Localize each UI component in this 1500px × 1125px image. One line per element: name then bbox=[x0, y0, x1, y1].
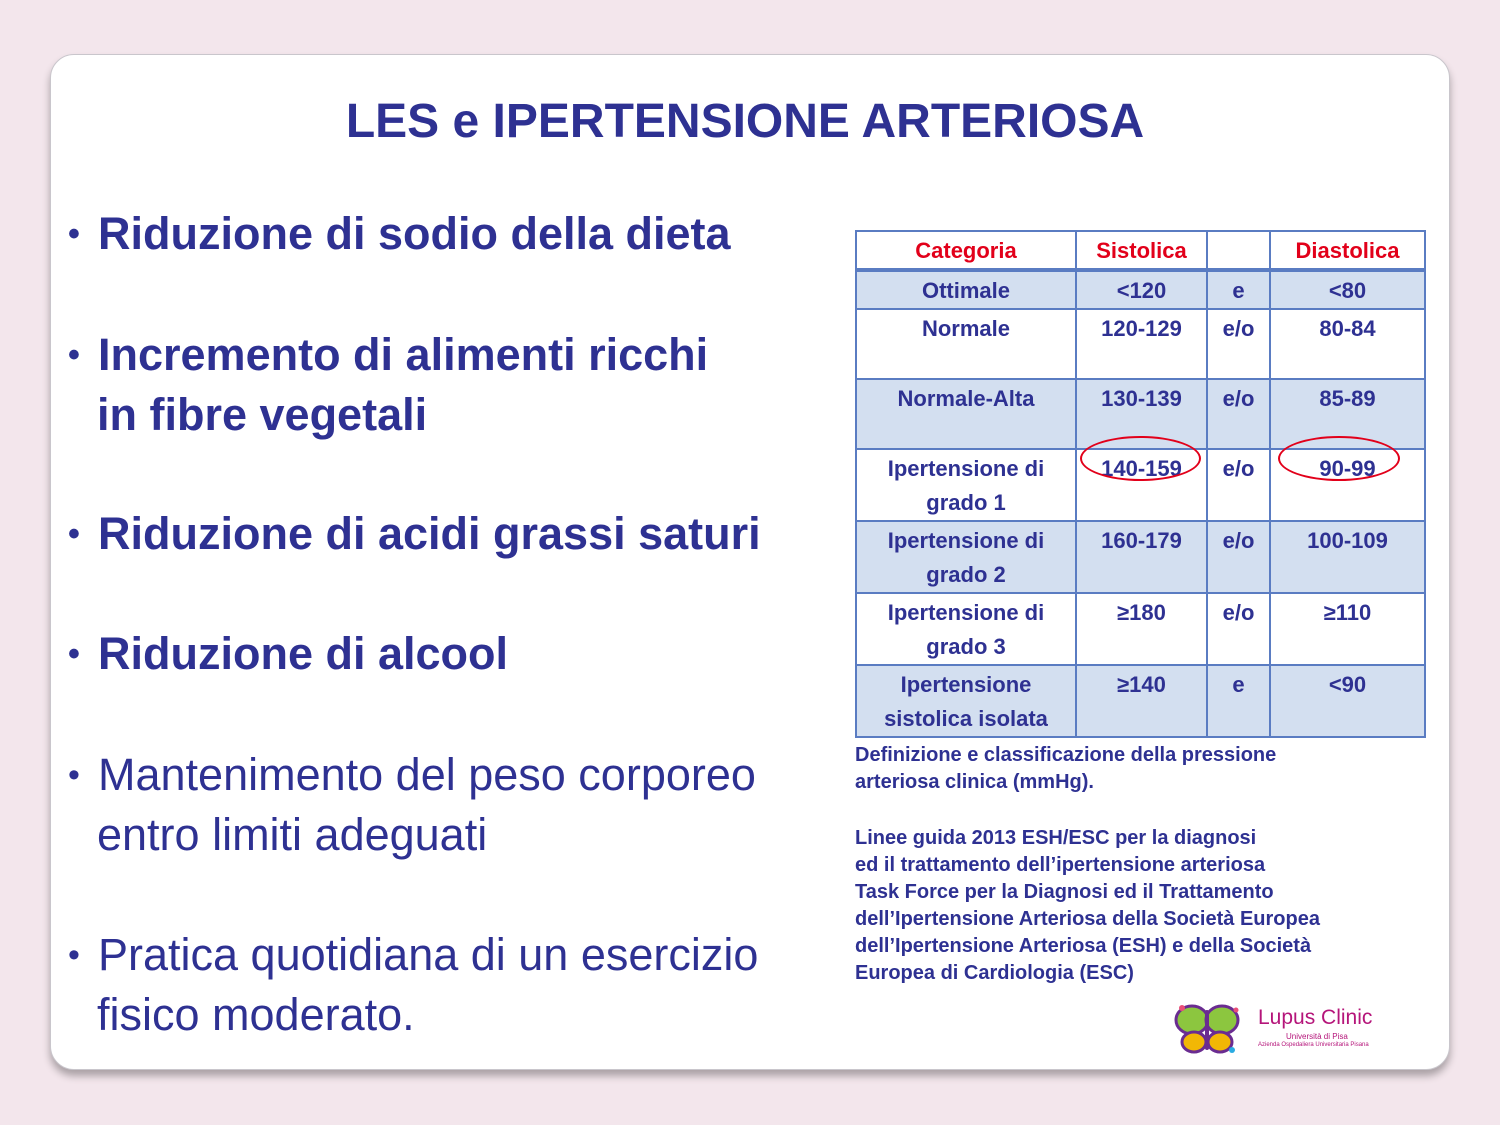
cell-diastolic: <90 bbox=[1270, 665, 1425, 737]
cell-connector: e/o bbox=[1207, 309, 1270, 379]
cell-systolic: 130-139 bbox=[1076, 379, 1207, 449]
bullet-text-continuation: entro limiti adeguati bbox=[97, 809, 488, 860]
source-line: ed il trattamento dell’ipertensione arteriosa bbox=[855, 854, 1266, 876]
highlight-circle-systolic bbox=[1080, 436, 1201, 481]
cell-systolic: <120 bbox=[1076, 270, 1207, 309]
bullet-text: Riduzione di sodio della dieta bbox=[98, 208, 731, 259]
header-categoria: Categoria bbox=[856, 231, 1076, 270]
logo-title: Lupus Clinic bbox=[1258, 1006, 1373, 1029]
cell-diastolic: 90-99 bbox=[1270, 449, 1425, 521]
guideline-source bbox=[855, 825, 1435, 987]
lupus-clinic-logo bbox=[1170, 1000, 1415, 1058]
cell-connector: e/o bbox=[1207, 521, 1270, 593]
table-row bbox=[856, 665, 1425, 737]
cell-connector: e/o bbox=[1207, 449, 1270, 521]
cell-systolic: ≥180 bbox=[1076, 593, 1207, 665]
bullet-text: Pratica quotidiana di un esercizio bbox=[98, 929, 759, 980]
logo-subtitle-2: Azienda Ospedaliera Universitaria Pisana bbox=[1258, 1042, 1369, 1048]
bullet-text-continuation: fisico moderato. bbox=[97, 989, 415, 1040]
cell-connector: e/o bbox=[1207, 593, 1270, 665]
cell-systolic: 160-179 bbox=[1076, 521, 1207, 593]
logo-subtitle: Università di Pisa bbox=[1286, 1032, 1348, 1041]
cell-systolic: 120-129 bbox=[1076, 309, 1207, 379]
bullet-item bbox=[68, 745, 868, 865]
cell-connector: e bbox=[1207, 270, 1270, 309]
cell-category: Normale bbox=[856, 309, 1076, 379]
bullet-text: Mantenimento del peso corporeo bbox=[98, 749, 756, 800]
table-row bbox=[856, 521, 1425, 593]
bullet-dot: • bbox=[68, 635, 80, 673]
source-line: Linee guida 2013 ESH/ESC per la diagnosi bbox=[855, 827, 1257, 849]
bullet-item bbox=[68, 504, 858, 564]
cell-diastolic: 85-89 bbox=[1270, 379, 1425, 449]
table-header-row bbox=[856, 231, 1425, 270]
cell-category: Ottimale bbox=[856, 270, 1076, 309]
table-row bbox=[856, 593, 1425, 665]
bullet-item bbox=[68, 624, 868, 684]
bullet-dot: • bbox=[68, 515, 80, 553]
bullet-text-continuation: in fibre vegetali bbox=[97, 389, 428, 440]
cell-category: Ipertensione di grado 2 bbox=[856, 521, 1076, 593]
highlight-circle-diastolic bbox=[1278, 436, 1400, 481]
bullet-text: Riduzione di acidi grassi saturi bbox=[98, 508, 761, 559]
bullet-text: Riduzione di alcool bbox=[98, 628, 509, 679]
bullet-text: Incremento di alimenti ricchi bbox=[98, 329, 709, 380]
cell-diastolic: <80 bbox=[1270, 270, 1425, 309]
table-row bbox=[856, 309, 1425, 379]
bullet-dot: • bbox=[68, 336, 80, 374]
bullet-dot: • bbox=[68, 936, 80, 974]
cell-connector: e bbox=[1207, 665, 1270, 737]
cell-diastolic: 80-84 bbox=[1270, 309, 1425, 379]
slide-title: LES e IPERTENSIONE ARTERIOSA bbox=[345, 95, 1145, 148]
cell-systolic: ≥140 bbox=[1076, 665, 1207, 737]
cell-systolic: 140-159 bbox=[1076, 449, 1207, 521]
table-row bbox=[856, 270, 1425, 309]
cell-category: Ipertensione di grado 1 bbox=[856, 449, 1076, 521]
cell-category: Ipertensione di grado 3 bbox=[856, 593, 1076, 665]
butterfly-icon bbox=[1170, 1000, 1250, 1058]
source-line: Europea di Cardiologia (ESC) bbox=[855, 962, 1134, 984]
source-line: dell’Ipertensione Arteriosa (ESH) e della Società bbox=[855, 935, 1312, 957]
bullet-item bbox=[68, 925, 868, 1045]
source-line: dell’Ipertensione Arteriosa della Società Europea bbox=[855, 908, 1320, 930]
header-sistolica: Sistolica bbox=[1076, 231, 1207, 270]
bullet-item bbox=[68, 325, 868, 445]
table-caption: Definizione e classificazione della pressione arteriosa clinica (mmHg). bbox=[855, 744, 1277, 793]
bullet-dot: • bbox=[68, 756, 80, 794]
source-line: Task Force per la Diagnosi ed il Trattamento bbox=[855, 881, 1274, 903]
bullet-item bbox=[68, 204, 868, 264]
bullet-dot: • bbox=[68, 215, 80, 253]
cell-category: Normale-Alta bbox=[856, 379, 1076, 449]
cell-category: Ipertensione sistolica isolata bbox=[856, 665, 1076, 737]
bp-classification-table bbox=[855, 230, 1426, 738]
header-connector bbox=[1207, 231, 1270, 270]
header-diastolica: Diastolica bbox=[1270, 231, 1425, 270]
cell-diastolic: ≥110 bbox=[1270, 593, 1425, 665]
cell-connector: e/o bbox=[1207, 379, 1270, 449]
cell-diastolic: 100-109 bbox=[1270, 521, 1425, 593]
